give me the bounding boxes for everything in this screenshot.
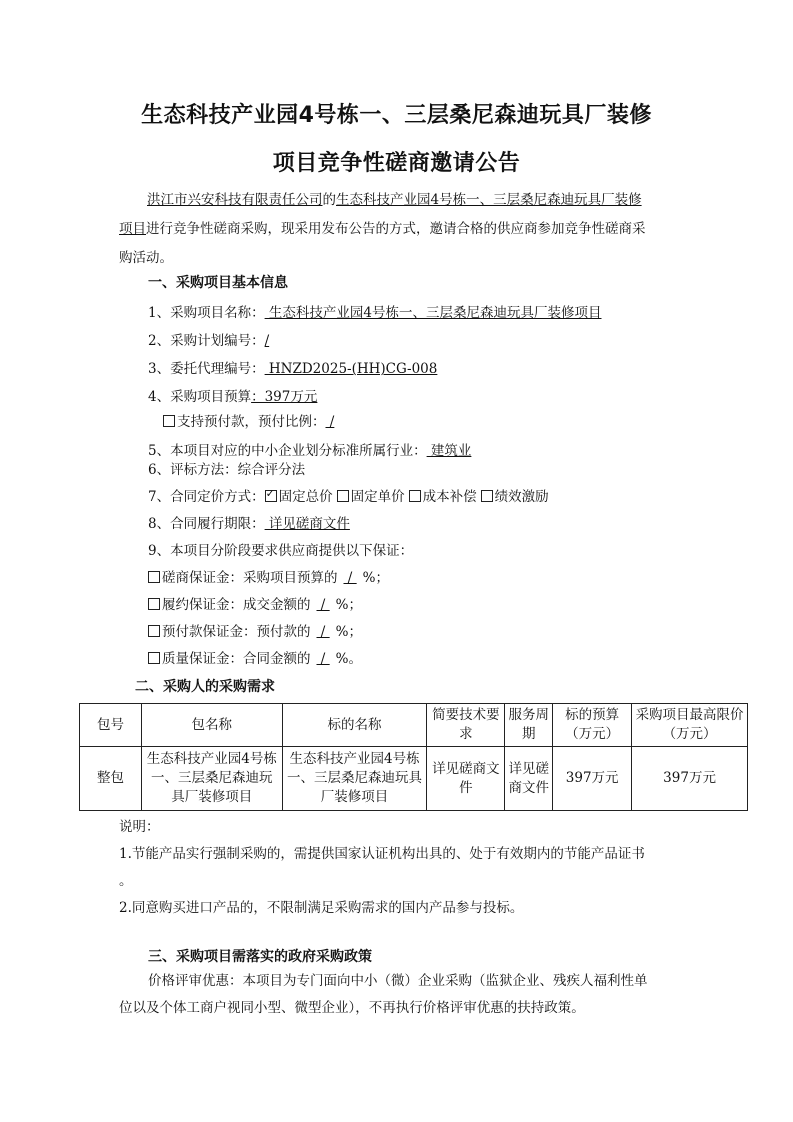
- checkbox-icon[interactable]: [481, 490, 493, 502]
- guarantee-item: 质量保证金：合同金额的 / %。: [148, 647, 362, 667]
- pricing-option[interactable]: [265, 489, 333, 505]
- note-imported-products: 2.同意购买进口产品的，不限制满足采购需求的国内产品参与投标。: [119, 900, 524, 916]
- pricing-option-label: 固定总价: [278, 489, 333, 505]
- item-budget: 4、采购项目预算：397万元: [148, 389, 318, 405]
- guarantee-item: 履约保证金：成交金额的 / %；: [148, 593, 362, 613]
- section3-heading: 三、采购项目需落实的政府采购政策: [148, 949, 372, 965]
- project-name-inline: 生态科技产业园4号栋一、三层桑尼森迪玩具厂装修: [336, 192, 642, 208]
- table-cell: 397万元: [553, 747, 632, 811]
- table-cell: 详见磋商文件: [505, 747, 553, 811]
- checkbox-icon[interactable]: [148, 652, 160, 664]
- policy-text-line1: 价格评审优惠：本项目为专门面向中小（微）企业采购（监狱企业、残疾人福利性单: [148, 973, 648, 989]
- document-title-line2: 项目竞争性磋商邀请公告: [272, 151, 521, 176]
- note-energy-saving-end: 。: [119, 873, 133, 889]
- purchaser-name: 洪江市兴安科技有限责任公司: [147, 192, 323, 208]
- notes-title: 说明：: [119, 819, 160, 835]
- pricing-option[interactable]: [481, 489, 549, 505]
- table-row: [80, 747, 748, 811]
- table-cell: 生态科技产业园4号栋一、三层桑尼森迪玩具厂装修项目: [282, 747, 427, 811]
- checkbox-icon[interactable]: [265, 490, 277, 502]
- table-header-cell: 服务周期: [505, 704, 553, 747]
- table-cell: 397万元: [632, 747, 748, 811]
- policy-text-line2: 位以及个体工商户视同小型、微型企业），不再执行价格评审优惠的扶持政策。: [119, 1000, 585, 1016]
- table-header-row: [80, 704, 748, 747]
- checkbox-icon[interactable]: [148, 571, 160, 583]
- table-header-cell: 标的预算（万元）: [553, 704, 632, 747]
- table-header-cell: 采购项目最高限价（万元）: [632, 704, 748, 747]
- checkbox-icon[interactable]: [148, 625, 160, 637]
- checkbox-icon[interactable]: [409, 490, 421, 502]
- table-cell: 整包: [80, 747, 142, 811]
- table-header-cell: 标的名称: [282, 704, 427, 747]
- item-evaluation-method: 6、评标方法：综合评分法: [148, 462, 306, 478]
- item-plan-number: 2、采购计划编号：/: [148, 333, 270, 349]
- pricing-option[interactable]: [409, 489, 477, 505]
- pricing-option-label: 绩效激励: [494, 489, 549, 505]
- checkbox-icon[interactable]: [148, 598, 160, 610]
- section1-heading: 一、采购项目基本信息: [148, 275, 288, 291]
- table-header-cell: 简要技术要求: [427, 704, 505, 747]
- table-header-cell: 包号: [80, 704, 142, 747]
- guarantee-item: 磋商保证金：采购项目预算的 / %；: [148, 566, 389, 586]
- item-pricing-method: 7、合同定价方式：✓ 固定总价 固定单价 成本补偿 绩效激励: [148, 485, 553, 505]
- guarantee-item: 预付款保证金：预付款的 / %；: [148, 620, 362, 640]
- pricing-option-label: 成本补偿: [422, 489, 477, 505]
- table-cell: 生态科技产业园4号栋一、三层桑尼森迪玩具厂装修项目: [141, 747, 282, 811]
- section2-heading: 二、采购人的采购需求: [135, 679, 275, 695]
- intro-paragraph: 洪江市兴安科技有限责任公司的生态科技产业园4号栋一、三层桑尼森迪玩具厂装修 项目进行竞争性磋商采购，现采用发布公告的方式，邀请合格的供应商参加竞争性磋商采 购活动。: [119, 192, 646, 266]
- item-prepayment: 支持预付款，预付比例： /: [163, 410, 334, 430]
- checkbox-icon[interactable]: [337, 490, 349, 502]
- item-guarantee-heading: 9、本项目分阶段要求供应商提供以下保证：: [148, 543, 414, 559]
- document-title-line1: 生态科技产业园4号栋一、三层桑尼森迪玩具厂装修: [141, 103, 652, 128]
- note-energy-saving: 1.节能产品实行强制采购的，需提供国家认证机构出具的、处于有效期内的节能产品证书: [119, 846, 645, 862]
- item-agency-number: 3、委托代理编号： HNZD2025-(HH)CG-008: [148, 361, 438, 377]
- pricing-option[interactable]: [337, 489, 405, 505]
- table-cell: 详见磋商文件: [427, 747, 505, 811]
- item-project-name: 1、采购项目名称： 生态科技产业园4号栋一、三层桑尼森迪玩具厂装修项目: [148, 305, 602, 321]
- item-industry: 5、本项目对应的中小企业划分标准所属行业： 建筑业: [148, 443, 472, 459]
- prepay-checkbox[interactable]: [163, 415, 175, 427]
- item-contract-period: 8、合同履行期限： 详见磋商文件: [148, 516, 350, 532]
- requirements-table: [79, 703, 748, 811]
- pricing-option-label: 固定单价: [350, 489, 405, 505]
- table-header-cell: 包名称: [141, 704, 282, 747]
